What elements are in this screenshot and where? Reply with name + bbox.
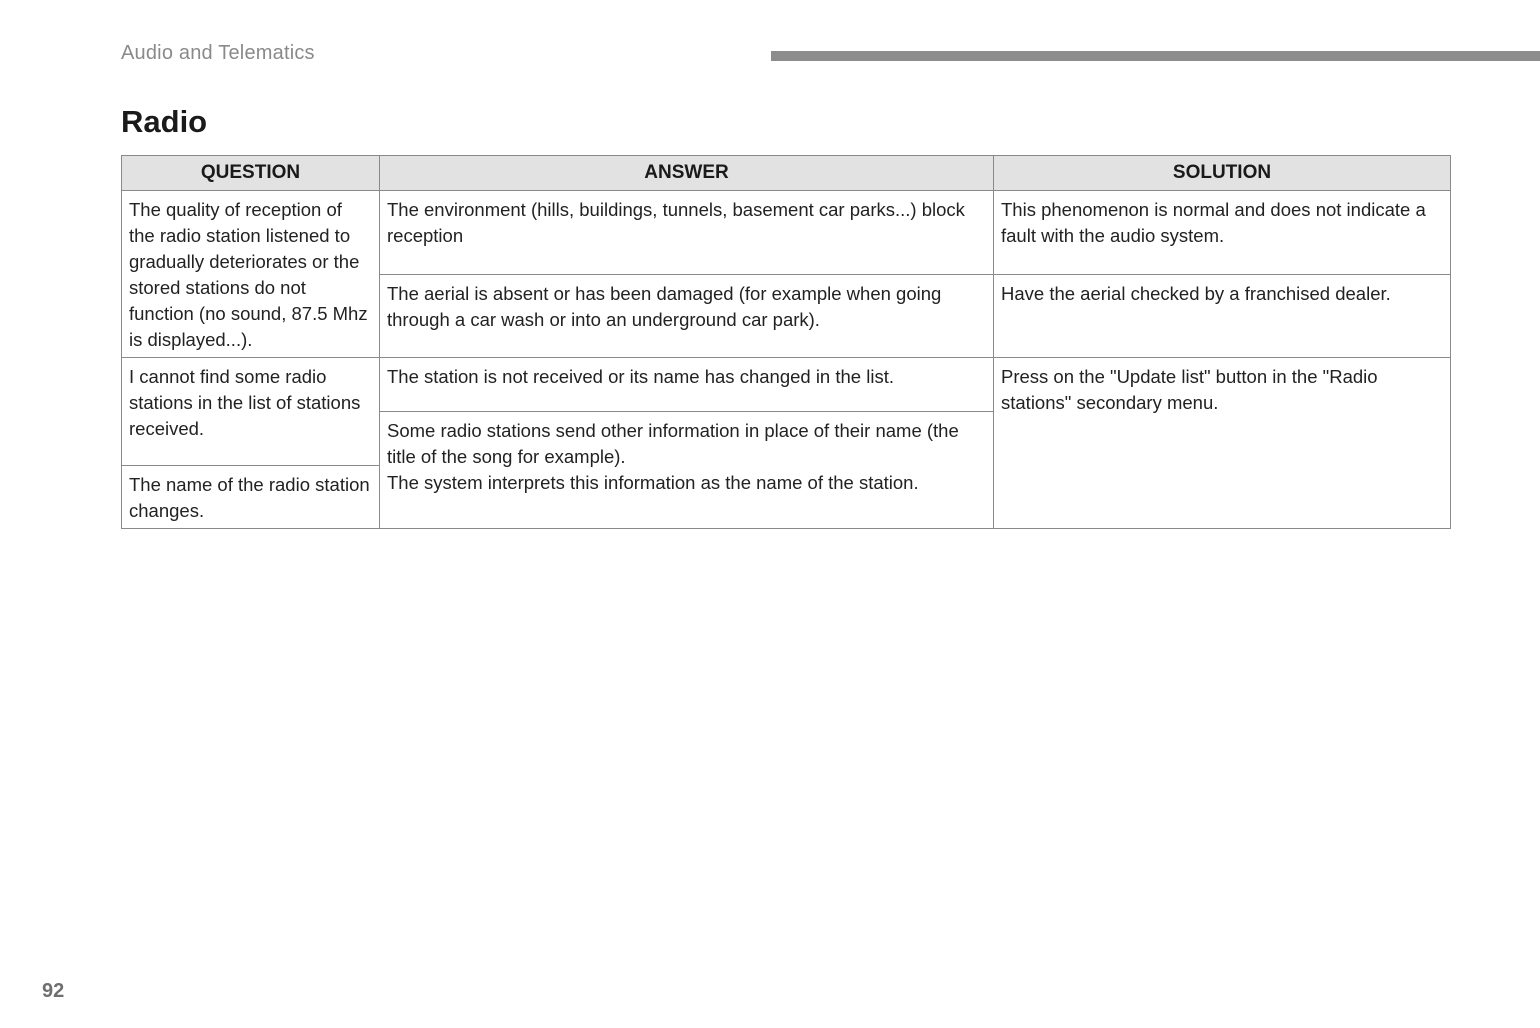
column-header-question: QUESTION bbox=[122, 156, 380, 191]
faq-table bbox=[121, 155, 1451, 529]
answer-cell: The aerial is absent or has been damaged (for example when going through a car wash or into an underground car park). bbox=[380, 274, 994, 358]
table-row bbox=[122, 358, 1451, 412]
solution-cell: This phenomenon is normal and does not indicate a fault with the audio system. bbox=[994, 191, 1451, 275]
question-cell: The name of the radio station changes. bbox=[122, 466, 380, 529]
table-row bbox=[122, 191, 1451, 275]
page-number: 92 bbox=[42, 980, 65, 1002]
page-title: Radio bbox=[121, 104, 208, 139]
header-bar bbox=[771, 51, 1540, 61]
section-label: Audio and Telematics bbox=[121, 42, 315, 64]
table-header-row bbox=[122, 156, 1451, 191]
question-cell: The quality of reception of the radio station listened to gradually deteriorates or the stored stations do not function (no sound, 87.5 Mhz is displayed...). bbox=[122, 191, 380, 358]
answer-cell: The environment (hills, buildings, tunnels, basement car parks...) block reception bbox=[380, 191, 994, 275]
question-cell: I cannot find some radio stations in the list of stations received. bbox=[122, 358, 380, 466]
answer-line: Some radio stations send other information in place of their name (the title of the song for example). bbox=[387, 420, 959, 467]
column-header-solution: SOLUTION bbox=[994, 156, 1451, 191]
solution-cell: Have the aerial checked by a franchised dealer. bbox=[994, 274, 1451, 358]
column-header-answer: ANSWER bbox=[380, 156, 994, 191]
solution-cell: Press on the "Update list" button in the "Radio stations" secondary menu. bbox=[994, 358, 1451, 529]
answer-line: The system interprets this information as the name of the station. bbox=[387, 472, 919, 493]
answer-cell: The station is not received or its name has changed in the list. bbox=[380, 358, 994, 412]
answer-cell bbox=[380, 412, 994, 529]
